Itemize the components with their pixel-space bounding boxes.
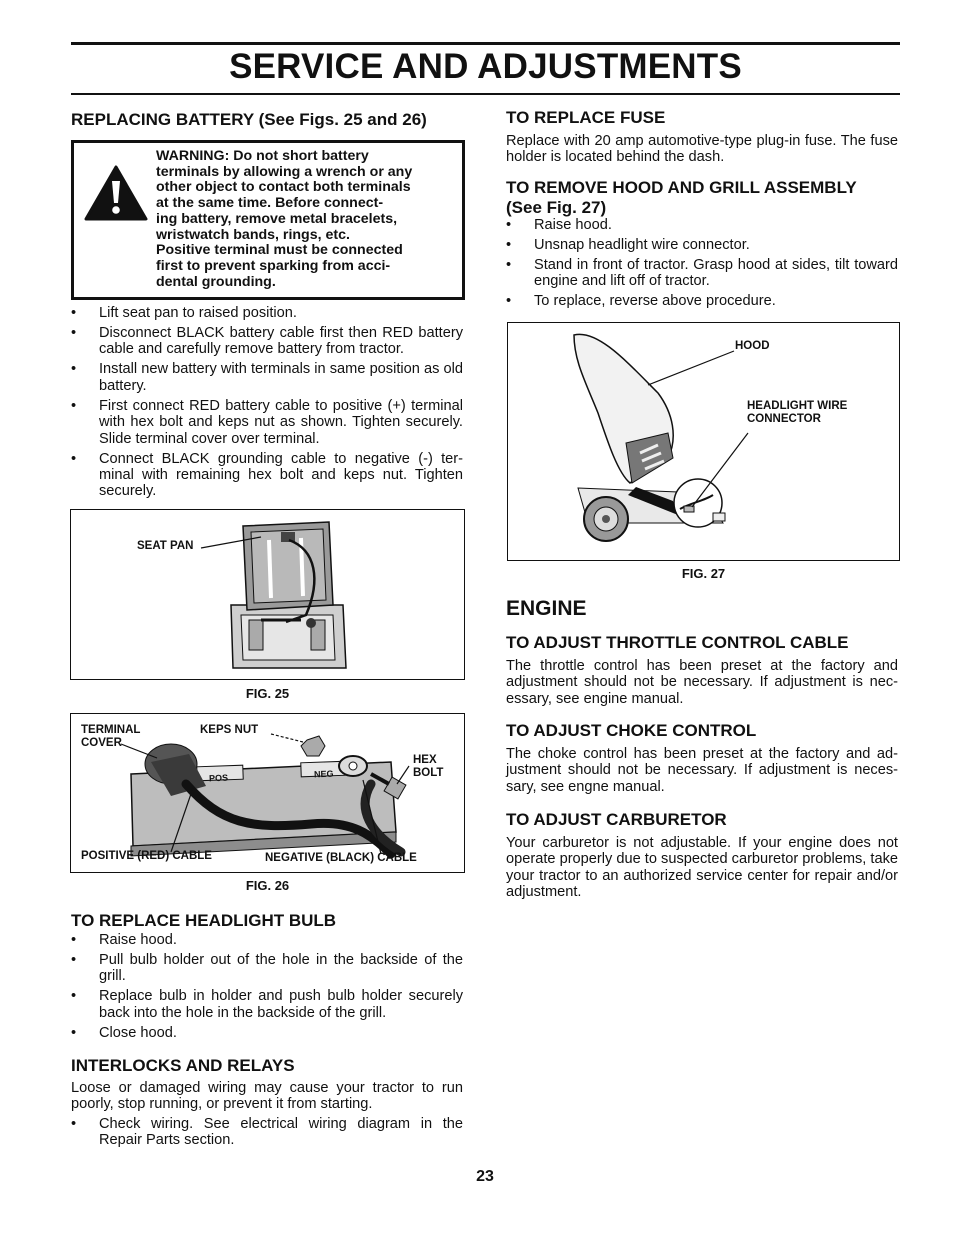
- label-negative-cable: NEGATIVE (BLACK) CABLE: [265, 852, 417, 864]
- warning-text: WARNING: Do not short battery terminals by allowing a wrench or any other object to contact both terminals at the same time. Before connect- ing battery, remove metal bracelets, wristwatch bands, rings, etc. Positive terminal must be connected first to prevent sparking from acci- dental grounding.: [156, 148, 413, 290]
- list-item: • To replace, reverse above procedure.: [506, 293, 898, 309]
- list-item: • Raise hood.: [506, 217, 898, 233]
- hood-heading: TO REMOVE HOOD AND GRILL ASSEMBLY (See Fig. 27): [506, 178, 857, 217]
- hood-illustration: [508, 323, 899, 560]
- interlocks-text: Loose or damaged wiring may cause your tractor to run poorly, stop running, or prevent it from starting.: [71, 1080, 463, 1113]
- list-item: • First connect RED battery cable to positive (+) terminal with hex bolt and keps nut as shown. Tighten securely. Slide terminal cover over terminal.: [71, 398, 463, 447]
- figure-26-caption: FIG. 26: [245, 878, 290, 893]
- warning-triangle-icon: [84, 165, 148, 221]
- label-keps-nut: KEPS NUT: [200, 724, 259, 736]
- figure-25-caption: FIG. 25: [245, 686, 290, 701]
- list-item: • Lift seat pan to raised position.: [71, 305, 463, 321]
- warning-box: [71, 140, 465, 300]
- label-terminal-cover: TERMINAL COVER: [81, 724, 141, 749]
- fuse-heading: TO REPLACE FUSE: [506, 108, 666, 127]
- header-top-rule: [71, 42, 900, 45]
- list-item: • Close hood.: [71, 1025, 463, 1041]
- list-item: • Disconnect BLACK battery cable first then RED battery cable and carefully remove battery from tractor.: [71, 325, 463, 358]
- fuse-text: Replace with 20 amp automotive-type plug-in fuse. The fuse holder is located behind the dash.: [506, 133, 898, 166]
- figure-27: [507, 322, 900, 561]
- figure-25: [70, 509, 465, 680]
- header-bottom-rule: [71, 93, 900, 95]
- list-item: • Connect BLACK grounding cable to negative (-) ter-minal with remaining hex bolt and keps nut. Tighten securely.: [71, 451, 463, 500]
- page-title: SERVICE AND ADJUSTMENTS: [229, 47, 742, 86]
- list-item: • Replace bulb in holder and push bulb holder securely back into the hole in the backside of the grill.: [71, 988, 463, 1021]
- throttle-heading: TO ADJUST THROTTLE CONTROL CABLE: [506, 633, 849, 652]
- headlight-steps-list: [71, 932, 463, 1045]
- interlocks-heading: INTERLOCKS AND RELAYS: [71, 1056, 295, 1075]
- throttle-text: The throttle control has been preset at the factory and adjustment should not be necessary. If adjustment is nec-essary, see engine manual.: [506, 658, 898, 707]
- battery-heading: REPLACING BATTERY (See Figs. 25 and 26): [71, 110, 427, 129]
- list-item: • Stand in front of tractor. Grasp hood at sides, tilt toward engine and lift off of tractor.: [506, 257, 898, 290]
- label-positive-cable: POSITIVE (RED) CABLE: [81, 850, 212, 862]
- page-number: 23: [476, 1168, 494, 1185]
- list-item: • Unsnap headlight wire connector.: [506, 237, 898, 253]
- engine-heading: ENGINE: [506, 597, 587, 620]
- seat-pan-illustration: [71, 510, 464, 679]
- figure-27-caption: FIG. 27: [681, 566, 726, 581]
- battery-steps-list: [71, 305, 463, 503]
- list-item: • Pull bulb holder out of the hole in the backside of the grill.: [71, 952, 463, 985]
- choke-text: The choke control has been preset at the factory and ad-justment should not be necessary. If adjustment is neces-sary, see engne manual.: [506, 746, 898, 795]
- mark-neg: NEG: [313, 768, 334, 780]
- label-hex-bolt: HEX BOLT: [413, 754, 444, 779]
- label-seat-pan: SEAT PAN: [137, 540, 194, 552]
- list-item: • Install new battery with terminals in same position as old battery.: [71, 361, 463, 394]
- mark-pos: POS: [208, 772, 229, 784]
- figure-26: [70, 713, 465, 873]
- list-item: • Raise hood.: [71, 932, 463, 948]
- hood-steps-list: [506, 217, 898, 313]
- carburetor-text: Your carburetor is not adjustable. If your engine does not operate properly due to suspected carburetor problems, take your tractor to an authorized service center for repair and/or adjustment.: [506, 835, 898, 901]
- headlight-heading: TO REPLACE HEADLIGHT BULB: [71, 911, 337, 930]
- label-hood: HOOD: [735, 340, 770, 352]
- list-item: • Check wiring. See electrical wiring diagram in the Repair Parts section.: [71, 1116, 463, 1149]
- carburetor-heading: TO ADJUST CARBURETOR: [506, 810, 727, 829]
- label-headlight-wire-connector: HEADLIGHT WIRE CONNECTOR: [747, 400, 848, 425]
- interlocks-steps-list: [71, 1116, 463, 1152]
- choke-heading: TO ADJUST CHOKE CONTROL: [506, 721, 757, 740]
